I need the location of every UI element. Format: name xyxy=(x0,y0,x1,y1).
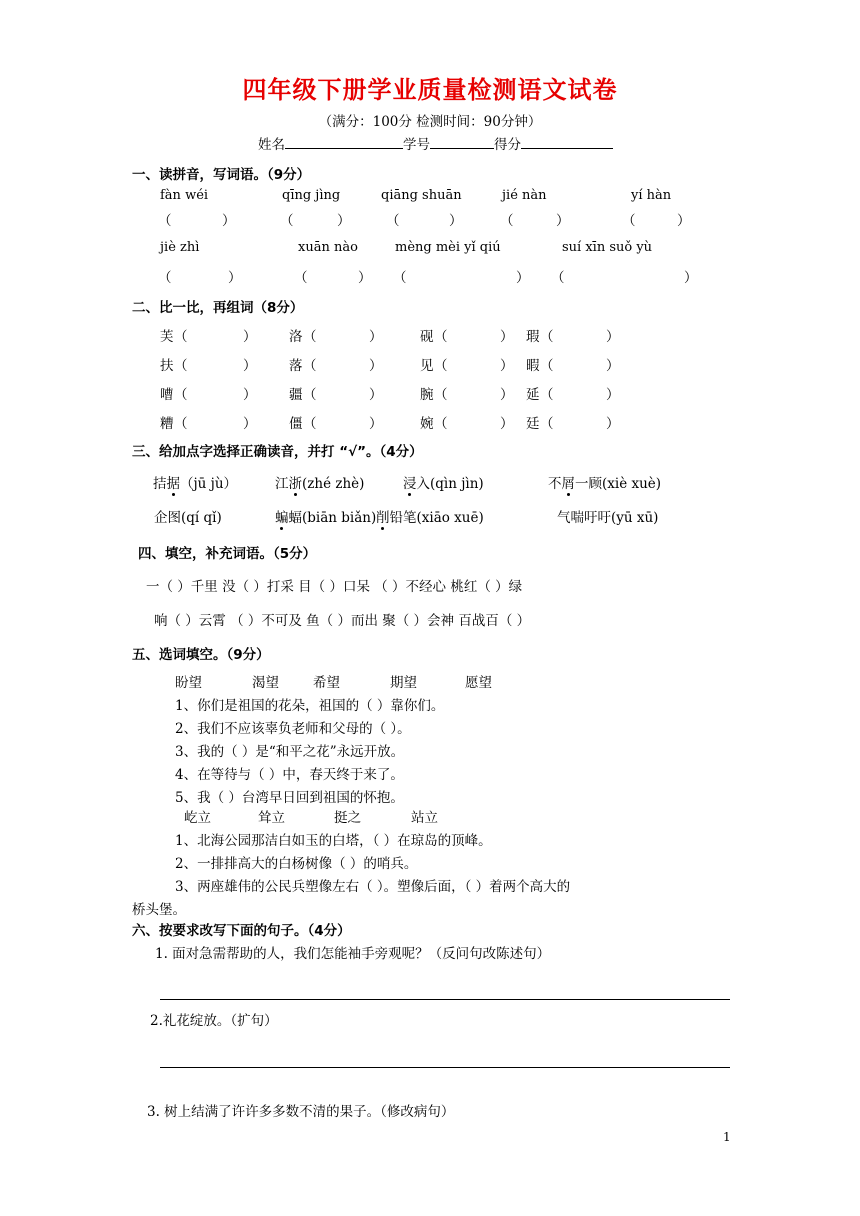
word-option: 期望 xyxy=(390,675,417,691)
word-option: 站立 xyxy=(411,810,438,826)
pinyin-item: yí hàn xyxy=(631,188,672,203)
reading-text: 企图(qí qǐ) xyxy=(154,510,222,526)
dotted-char: 据 xyxy=(167,472,181,492)
section-4-heading: 四、填空，补充词语。（5分） xyxy=(138,546,317,562)
score-label: 得分 xyxy=(494,137,521,153)
compare-char: 扶 xyxy=(160,358,174,374)
compare-char: 疆 xyxy=(289,387,303,403)
word-option: 盼望 xyxy=(175,675,202,691)
compare-char: 糟 xyxy=(160,416,174,432)
word-option: 挺之 xyxy=(334,810,361,826)
fill-sentence: 桥头堡。 xyxy=(132,902,186,918)
compare-char: 见 xyxy=(420,358,434,374)
paren-open: （ xyxy=(386,213,400,229)
paren-open: （ xyxy=(174,416,188,432)
paren-open: （ xyxy=(434,329,448,345)
paren-open: （ xyxy=(551,270,565,286)
paren-open: （ xyxy=(434,416,448,432)
paren-close: ） xyxy=(369,416,383,432)
reading-item xyxy=(275,472,364,492)
paren-open: （ xyxy=(540,329,554,345)
paren-close: ） xyxy=(369,387,383,403)
compare-char: 芙 xyxy=(160,329,174,345)
id-label: 学号 xyxy=(403,137,430,153)
pinyin-item: qīng jìng xyxy=(282,188,341,203)
compare-char: 延 xyxy=(526,387,540,403)
reading-item xyxy=(154,506,222,526)
paren-close: ） xyxy=(556,213,570,229)
compare-char: 落 xyxy=(289,358,303,374)
compare-char: 腕 xyxy=(420,387,434,403)
name-label: 姓名 xyxy=(258,137,285,153)
score-blank[interactable] xyxy=(521,134,613,149)
pinyin-item: fàn wéi xyxy=(160,188,209,203)
fill-sentence: 2、我们不应该辜负老师和父母的（ ）。 xyxy=(175,721,411,737)
pinyin-item: suí xīn suǒ yù xyxy=(562,240,653,255)
pinyin-item: jié nàn xyxy=(502,188,547,203)
paren-close: ） xyxy=(500,358,514,374)
reading-options[interactable]: 入(qìn jìn) xyxy=(416,476,484,492)
rewrite-item-3: 3. 树上结满了许许多多数不清的果子。（修改病句） xyxy=(147,1104,455,1120)
paren-close: ） xyxy=(606,387,620,403)
section-3-heading: 三、给加点字选择正确读音，并打 “√”。（4分） xyxy=(132,444,423,460)
reading-options[interactable]: 一顾(xiè xuè) xyxy=(575,476,662,492)
paren-open: （ xyxy=(540,387,554,403)
paren-close: ） xyxy=(358,270,372,286)
reading-options[interactable]: （jū jù） xyxy=(180,476,238,492)
reading-item xyxy=(548,472,661,492)
fill-row-2: 响（ ）云霄 （ ）不可及 鱼（ ）而出 聚（ ）会神 百战百（ ） xyxy=(154,613,531,629)
paren-open: （ xyxy=(540,358,554,374)
word-option: 愿望 xyxy=(465,675,492,691)
paren-close: ） xyxy=(500,387,514,403)
fill-sentence: 2、一排排高大的白杨树像（ ）的哨兵。 xyxy=(175,856,418,872)
fill-sentence: 5、我（ ）台湾早日回到祖国的怀抱。 xyxy=(175,790,404,806)
reading-item xyxy=(376,506,484,526)
exam-subtitle: （满分：100分 检测时间：90分钟） xyxy=(318,114,542,130)
paren-open: （ xyxy=(303,416,317,432)
fill-sentence: 1、你们是祖国的花朵，祖国的（ ）靠你们。 xyxy=(175,698,445,714)
rewrite-item-2: 2.礼花绽放。（扩句） xyxy=(150,1013,278,1029)
compare-char: 洛 xyxy=(289,329,303,345)
compare-char: 砚 xyxy=(420,329,434,345)
page-number: 1 xyxy=(723,1130,731,1144)
pinyin-item: jiè zhì xyxy=(160,240,200,255)
paren-close: ） xyxy=(222,213,236,229)
reading-text: 气喘吁吁(yū xū) xyxy=(557,510,659,526)
dotted-char: 削 xyxy=(376,506,390,526)
paren-open: （ xyxy=(500,213,514,229)
exam-title: 四年级下册学业质量检测语文试卷 xyxy=(242,76,618,104)
paren-close: ） xyxy=(369,358,383,374)
word-option: 耸立 xyxy=(258,810,285,826)
word-option: 屹立 xyxy=(184,810,211,826)
compare-char: 僵 xyxy=(289,416,303,432)
id-blank[interactable] xyxy=(430,134,494,149)
paren-close: ） xyxy=(516,270,530,286)
paren-open: （ xyxy=(174,329,188,345)
name-blank[interactable] xyxy=(285,134,403,149)
fill-sentence: 3、两座雄伟的公民兵塑像左右（ ）。塑像后面，（ ）着两个高大的 xyxy=(175,879,571,895)
fill-sentence: 3、我的（ ）是“和平之花”永远开放。 xyxy=(175,744,405,760)
paren-open: （ xyxy=(158,213,172,229)
reading-item xyxy=(275,506,376,526)
reading-options[interactable]: 蝠(biān biǎn) xyxy=(288,510,377,526)
student-info xyxy=(258,133,613,153)
paren-open: （ xyxy=(158,270,172,286)
reading-item xyxy=(403,472,484,492)
answer-line-2[interactable] xyxy=(160,1067,730,1068)
section-5-heading: 五、选词填空。（9分） xyxy=(132,647,270,663)
fill-sentence: 1、北海公园那洁白如玉的白塔，（ ）在琼岛的顶峰。 xyxy=(175,833,492,849)
reading-text: 不 xyxy=(548,476,562,492)
paren-open: （ xyxy=(303,358,317,374)
paren-open: （ xyxy=(174,387,188,403)
paren-close: ） xyxy=(500,329,514,345)
fill-sentence: 4、在等待与（ ）中，春天终于来了。 xyxy=(175,767,404,783)
paren-close: ） xyxy=(337,213,351,229)
paren-open: （ xyxy=(622,213,636,229)
reading-item xyxy=(153,472,237,492)
pinyin-item: xuān nào xyxy=(298,240,358,255)
paren-close: ） xyxy=(500,416,514,432)
compare-char: 暇 xyxy=(526,358,540,374)
paren-close: ） xyxy=(606,358,620,374)
paren-open: （ xyxy=(303,387,317,403)
dotted-char: 浙 xyxy=(289,472,303,492)
answer-line-1[interactable] xyxy=(160,999,730,1000)
paren-close: ） xyxy=(228,270,242,286)
section-6-heading: 六、按要求改写下面的句子。（4分） xyxy=(132,923,351,939)
paren-open: （ xyxy=(303,329,317,345)
section-2-heading: 二、比一比，再组词（8分） xyxy=(132,300,304,316)
paren-close: ） xyxy=(684,270,698,286)
paren-close: ） xyxy=(243,358,257,374)
reading-options[interactable]: (zhé zhè) xyxy=(302,476,365,492)
paren-open: （ xyxy=(280,213,294,229)
rewrite-item-1: 1. 面对急需帮助的人，我们怎能袖手旁观呢？（反问句改陈述句） xyxy=(155,946,551,962)
reading-text: 拮 xyxy=(153,476,167,492)
paren-close: ） xyxy=(677,213,691,229)
section-1-heading: 一、读拼音，写词语。（9分） xyxy=(132,167,311,183)
fill-row-1: 一（ ）千里 没（ ）打采 目（ ）口呆 （ ）不经心 桃红（ ）绿 xyxy=(146,579,523,595)
paren-close: ） xyxy=(606,416,620,432)
reading-text: 江 xyxy=(275,476,289,492)
word-option: 希望 xyxy=(313,675,340,691)
pinyin-item: mèng mèi yǐ qiú xyxy=(395,240,501,255)
dotted-char: 屑 xyxy=(562,472,576,492)
paren-open: （ xyxy=(393,270,407,286)
word-option: 渴望 xyxy=(252,675,279,691)
paren-open: （ xyxy=(434,358,448,374)
compare-char: 嘈 xyxy=(160,387,174,403)
paren-close: ） xyxy=(449,213,463,229)
paren-open: （ xyxy=(540,416,554,432)
compare-char: 廷 xyxy=(526,416,540,432)
paren-close: ） xyxy=(243,387,257,403)
dotted-char: 蝙 xyxy=(275,506,289,526)
paren-open: （ xyxy=(174,358,188,374)
paren-close: ） xyxy=(606,329,620,345)
dotted-char: 浸 xyxy=(403,472,417,492)
paren-close: ） xyxy=(243,416,257,432)
compare-char: 婉 xyxy=(420,416,434,432)
paren-open: （ xyxy=(434,387,448,403)
reading-options[interactable]: 铅笔(xiāo xuē) xyxy=(389,510,484,526)
paren-open: （ xyxy=(294,270,308,286)
pinyin-item: qiāng shuān xyxy=(381,188,462,203)
paren-close: ） xyxy=(369,329,383,345)
paren-close: ） xyxy=(243,329,257,345)
compare-char: 瑕 xyxy=(526,329,540,345)
reading-item xyxy=(557,506,658,526)
